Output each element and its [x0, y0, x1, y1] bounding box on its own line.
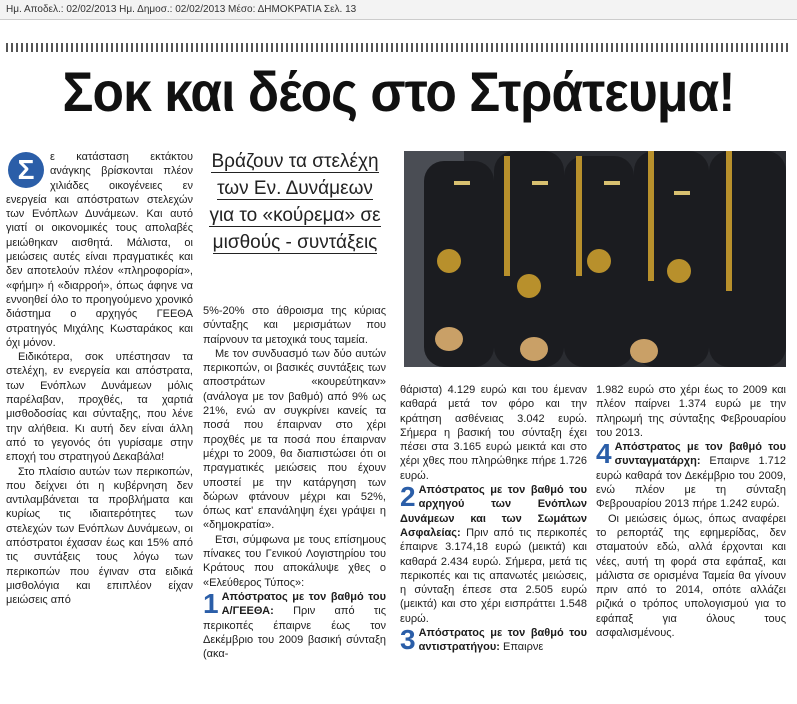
paragraph: Οι μειώσεις όμως, όπως αναφέρει το ρεπορτάζ της εφημερίδας, δεν σταματούν εδώ, αλλά έρχονται και νέες, αυτή τη φορά στα εφάπαξ, και μάλιστα σε ορισμένα Ταμεία θα γίνουν πριν από το 2014, οπότε αλλάζει ριζικά ο τρόπος υπολογισμού για το εφάπαξ για όλους τους ασφαλισμένους.	[596, 512, 786, 640]
column-4	[596, 383, 786, 640]
item-title: Απόστρατος με τον βαθμό του αντιστρατήγου:	[418, 627, 587, 654]
item-number: 1	[203, 587, 219, 619]
paragraph: Με τον συνδυασμό των δύο αυτών περικοπών, οι βασικές συντάξεις των αποστράτων «κουρεύτηκαν» (ανάλογα με τον βαθμό) από 9% ως 21%, ενώ αν συγκρίνει κανείς τα ποσά που έπαιρναν στο χέρι προχθές με τα ποσά που έπαιρναν μέχρι το 2009, θα διαπιστώσει ότι οι πραγματικές μειώσεις που έχουν υποστεί με την κατάργηση των δώρων φτάνουν μέχρι και 52%, όπως κατ' επανάληψη έχει γράψει η «δημοκρατία».	[203, 347, 386, 532]
paragraph: θάριστα) 4.129 ευρώ και του έμεναν καθαρά μετά τον φόρο και την κράτηση ασθένειας 3.042 ευρώ. Σήμερα η βασική του σύνταξη έχει πέσει στα 3.165 ευρώ μεικτά και στο χέρι χθες που πληρώθηκε πήρε 1.726 ευρώ.	[400, 384, 587, 482]
photo-illustration	[404, 151, 786, 367]
item-text: Πριν από τις περικοπές έπαιρνε 3.174,18 ευρώ (μεικτά) και καθαρά 2.434 ευρώ. Σήμερα, μετά τις περικοπές και τις απανωτές μειώσεις, η σύνταξη έπεσε στα 2.505 ευρώ (μεικτά) και στο χέρι εισπράττει 1.548 ευρώ.	[400, 526, 587, 625]
list-item	[596, 440, 786, 511]
headline: Σοκ και δέος στο Στράτευμα!	[62, 60, 735, 123]
paragraph: Ετσι, σύμφωνα με τους επίσημους πίνακες του Γενικού Λογιστηρίου του Κράτους που αποκάλυψε χθες ο «Ελεύθερος Τύπος»:	[203, 533, 386, 589]
deck-line: μισθούς - συντάξεις	[212, 232, 378, 253]
paragraph: 5%-20% στο άθροισμα της κύριας σύνταξης και μερισμάτων που παίρνουν τα μετοχικά τους ταμεία.	[203, 305, 386, 346]
paragraph: 1.982 ευρώ στο χέρι έως το 2009 και πλέον παίρνει 1.374 ευρώ με την πληρωμή της σύνταξης Φεβρουαρίου του 2013.	[596, 384, 786, 439]
item-number: 3	[400, 624, 416, 656]
paragraph-text: ε κατάσταση εκτάκτου ανάγκης βρίσκονται πλέον χιλιάδες οικογένειες εν ενεργεία και απόστρατων στελεχών των Ενόπλων Δυνάμεων. Και αυτό γιατί οι οικονομικές τους απολαβές μειώθηκαν αισθητά. Μάλιστα, οι μειώσεις αυτές είναι πραγματικές και δεν αποτελούν πλέον «πληροφορία», «φήμη» ή «διαρροή», όπως άφηνε να εννοηθεί όλο το προηγούμενο χρονικό διάστημα ο αρχηγός ΓΕΕΘΑ στρατηγός Μιχάλης Κωσταράκος και όχι μόνον.	[6, 151, 193, 349]
deck-line: για το «κούρεμα» σε	[209, 205, 381, 226]
deck-line: των Εν. Δυνάμεων	[217, 178, 373, 199]
list-item	[400, 626, 587, 655]
column-1	[6, 150, 193, 608]
item-text: Πριν από τις περικοπές έπαιρνε έως τον Δεκέμβριο του 2009 βασική σύνταξη (ακα-	[203, 605, 386, 661]
paragraph: Ειδικότερα, σοκ υπέστησαν τα στελέχη, εν ενεργεία και απόστρατα, των Ενόπλων Δυνάμεων μόλις παρέλαβαν, προχθές, τα χαρτιά μισθοδοσίας και σύνταξης, που λένε την αλήθεια. Κι αυτή δεν είναι άλλη από το γεγονός ότι γυρίσαμε στην εποχή του στρατηγού Δεκαβάλα!	[6, 351, 193, 464]
column-3	[400, 383, 587, 655]
list-item	[203, 587, 386, 661]
paragraph: Στο πλαίσιο αυτών των περικοπών, που δείχνει ότι η κυβέρνηση δεν αντιλαμβάνεται τα προβλήματα και κυρίως τις ιδιαιτερότητες των στελεχών των Ενόπλων Δυνάμεων, οι απόστρατοι έχασαν έως και 15% από τις συντάξεις τους λόγω των περικοπών που έγιναν στα ειδικά μισθολόγια και επιπλέον είχαν μειώσεις από	[6, 465, 193, 607]
item-title: Απόστρατος με τον βαθμό του Α/ΓΕΕΘΑ:	[221, 590, 386, 618]
item-title: Απόστρατος με τον βαθμό του αρχηγού των Ενόπλων Δυνάμεων και των Σωμάτων Ασφαλείας:	[400, 484, 587, 539]
item-number: 4	[596, 438, 612, 470]
deck-line: Βράζουν τα στελέχη	[211, 151, 379, 172]
dropcap: Σ	[8, 152, 44, 188]
item-number: 2	[400, 481, 416, 513]
column-2	[203, 304, 386, 661]
list-item	[400, 483, 587, 626]
item-title: Απόστρατος με τον βαθμό του συνταγματάρχη:	[614, 441, 786, 468]
soldiers-photo	[404, 151, 786, 367]
item-text: Επαιρνε 1.712 ευρώ καθαρά τον Δεκέμβριο του 2009, ενώ πλέον με τη σύνταξη Φεβρουαρίου 2013 πήρε 1.242 ευρώ.	[596, 455, 786, 511]
item-text: Επαιρνε	[503, 641, 544, 654]
clipping-metadata: Ημ. Αποδελ.: 02/02/2013 Ημ. Δημοσ.: 02/02/2013 Μέσο: ΔΗΜΟΚΡΑΤΙΑ Σελ. 13	[0, 0, 797, 20]
decorative-rule	[6, 43, 791, 52]
subheadline	[200, 148, 390, 256]
paragraph	[6, 150, 193, 350]
